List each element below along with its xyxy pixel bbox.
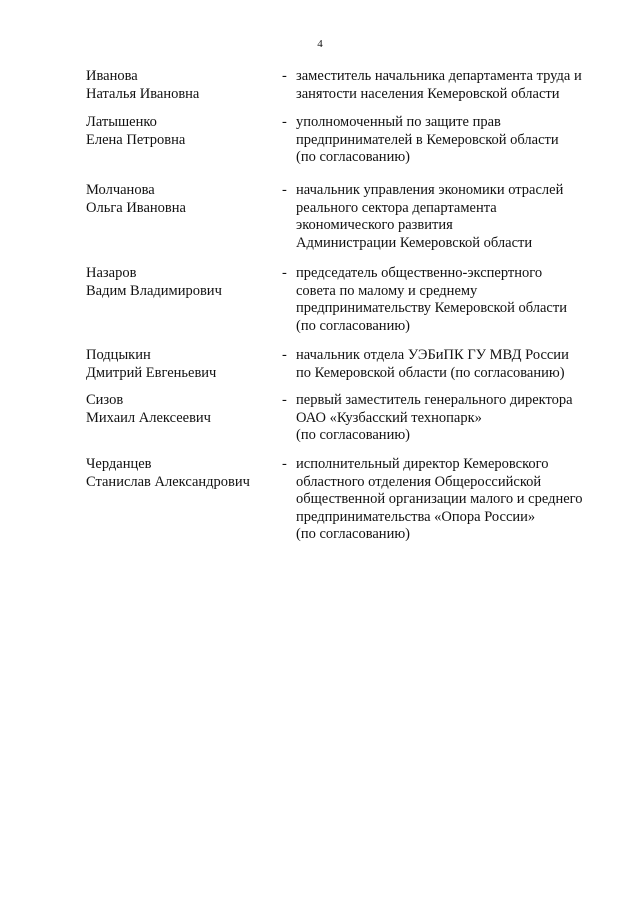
member-given-names: Дмитрий Евгеньевич: [86, 364, 217, 381]
separator-dash: -: [282, 182, 287, 198]
position-line: предпринимательству Кемеровской области: [296, 300, 567, 316]
separator-dash: -: [282, 265, 287, 281]
member-position: [296, 392, 606, 445]
member-given-names: Вадим Владимирович: [86, 282, 222, 299]
member-given-names: Наталья Ивановна: [86, 85, 200, 102]
member-name: [86, 392, 276, 427]
position-line: реального сектора департамента: [296, 199, 497, 216]
member-surname: Черданцев: [86, 456, 152, 472]
member-position: [296, 68, 606, 103]
position-line: начальник управления экономики отраслей: [296, 182, 564, 198]
page-number: 4: [317, 38, 323, 50]
member-given-names: Ольга Ивановна: [86, 199, 186, 216]
member-surname: Назаров: [86, 265, 137, 281]
position-line: (по согласованию): [296, 149, 410, 165]
member-position: [296, 456, 606, 544]
member-entry: [0, 182, 640, 265]
member-entry: [0, 265, 640, 347]
member-surname: Сизов: [86, 392, 124, 408]
member-surname: Иванова: [86, 68, 138, 84]
position-line: (по согласованию): [296, 526, 410, 542]
position-line: первый заместитель генерального директора: [296, 392, 573, 408]
member-position: [296, 114, 606, 167]
position-line: Администрации Кемеровской области: [296, 234, 533, 251]
separator-dash: -: [282, 68, 287, 84]
position-line: заместитель начальника департамента труда и: [296, 68, 582, 84]
member-entry: [0, 392, 640, 456]
position-line: предпринимателей в Кемеровской области: [296, 131, 559, 148]
member-list: [0, 68, 640, 546]
member-position: [296, 265, 606, 335]
position-line: общественной организации малого и среднего: [296, 491, 583, 507]
separator-dash: -: [282, 114, 287, 130]
member-surname: Подцыкин: [86, 347, 151, 363]
separator-dash: -: [282, 347, 287, 363]
separator-dash: -: [282, 392, 287, 408]
member-given-names: Елена Петровна: [86, 131, 186, 148]
member-entry: [0, 456, 640, 546]
member-position: [296, 347, 606, 382]
position-line: областного отделения Общероссийской: [296, 473, 542, 490]
position-line: занятости населения Кемеровской области: [296, 85, 560, 102]
position-line: совета по малому и среднему: [296, 282, 478, 299]
member-name: [86, 182, 276, 217]
separator-dash: -: [282, 456, 287, 472]
member-given-names: Михаил Алексеевич: [86, 409, 211, 426]
position-line: ОАО «Кузбасский технопарк»: [296, 409, 482, 426]
position-line: (по согласованию): [296, 427, 410, 443]
position-line: уполномоченный по защите прав: [296, 114, 501, 130]
position-line: председатель общественно-экспертного: [296, 265, 543, 281]
position-line: экономического развития: [296, 217, 453, 233]
position-line: по Кемеровской области (по согласованию): [296, 364, 565, 381]
member-name: [86, 265, 276, 300]
member-name: [86, 68, 276, 103]
position-line: исполнительный директор Кемеровского: [296, 456, 549, 472]
member-given-names: Станислав Александрович: [86, 473, 250, 490]
member-entry: [0, 347, 640, 392]
position-line: начальник отдела УЭБиПК ГУ МВД России: [296, 347, 569, 363]
member-name: [86, 456, 276, 491]
position-line: (по согласованию): [296, 317, 410, 334]
member-position: [296, 182, 606, 252]
member-name: [86, 114, 276, 149]
member-name: [86, 347, 276, 382]
member-surname: Латышенко: [86, 114, 157, 130]
position-line: предпринимательства «Опора России»: [296, 508, 536, 525]
member-surname: Молчанова: [86, 182, 155, 198]
member-entry: [0, 114, 640, 182]
member-entry: [0, 68, 640, 114]
